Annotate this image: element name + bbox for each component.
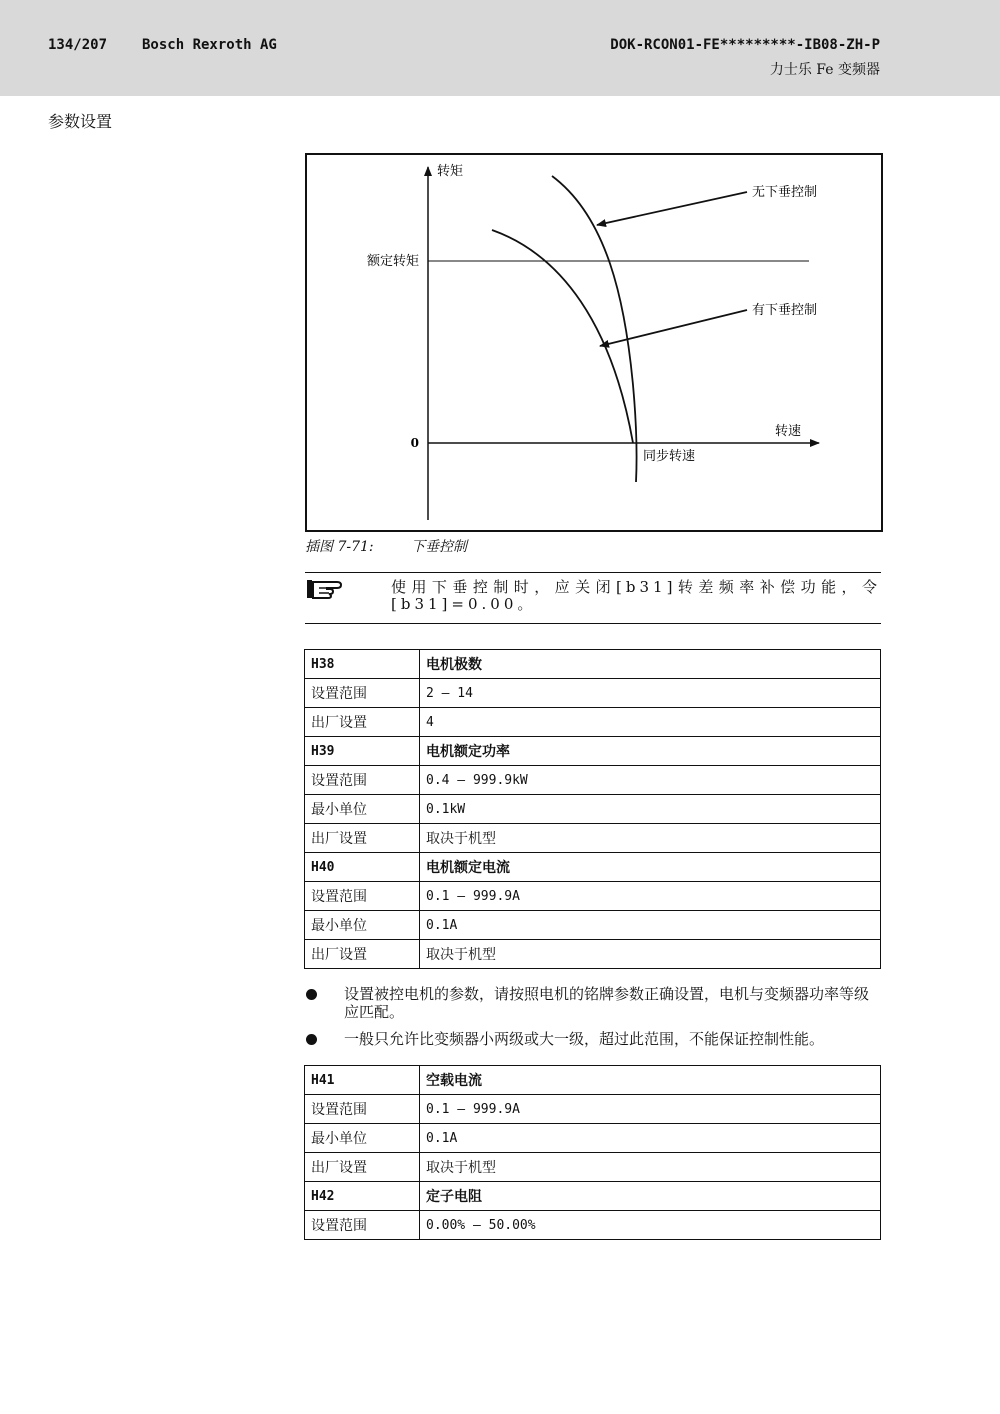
field-label: 最小单位 [305,911,420,940]
parameter-header-row [305,1066,881,1095]
section-title: 参数设置 [48,112,113,131]
parameter-name: 电机额定电流 [420,853,881,882]
parameter-header-row [305,1182,881,1211]
field-value: 0.1A [420,1124,881,1153]
pointing-hand-icon [305,577,345,601]
parameter-name: 定子电阻 [420,1182,881,1211]
arrow-no-droop [597,192,747,225]
product-name: 力士乐 Fe 变频器 [769,62,880,78]
x-axis-label: 转速 [775,424,802,439]
field-label: 出厂设置 [305,824,420,853]
table-row [305,795,881,824]
field-value: 0.1 – 999.9A [420,882,881,911]
bullet-icon [306,989,317,1000]
company-name: Bosch Rexroth AG [142,37,277,53]
bullet-list [304,985,881,1057]
table-row [305,1124,881,1153]
field-value: 取决于机型 [420,940,881,969]
sync-speed-label: 同步转速 [643,449,696,464]
table-row [305,1153,881,1182]
curve-droop [492,230,633,443]
page-number: 134/207 [48,37,108,53]
parameter-code: H38 [305,650,420,679]
field-label: 设置范围 [305,1095,420,1124]
table-row [305,824,881,853]
table-row [305,882,881,911]
document-id: DOK-RCON01-FE*********-IB08-ZH-P [610,37,880,53]
caption-title: 下垂控制 [411,539,467,555]
table-row [305,708,881,737]
caption-label: 插图 7-71: [305,539,374,555]
droop-control-figure [305,153,883,532]
field-value: 0.4 – 999.9kW [420,766,881,795]
note-text: 使用下垂控制时，应关闭[b31]转差频率补偿功能，令[b31]=0.00。 [391,578,881,613]
droop-label: 有下垂控制 [752,303,818,318]
field-label: 设置范围 [305,679,420,708]
parameter-code: H39 [305,737,420,766]
parameter-name: 空载电流 [420,1066,881,1095]
params-table-h38-h40 [304,649,881,969]
parameter-header-row [305,650,881,679]
table-row [305,679,881,708]
params-table-h41-h42 [304,1065,881,1240]
page-header [0,0,1000,96]
list-item [304,985,881,1021]
field-value: 0.1A [420,911,881,940]
list-item [304,1030,881,1048]
table-row [305,766,881,795]
rated-torque-label: 额定转矩 [366,254,419,269]
field-value: 0.00% – 50.00% [420,1211,881,1240]
field-label: 出厂设置 [305,1153,420,1182]
field-label: 最小单位 [305,795,420,824]
origin-label: 0 [410,436,419,450]
no-droop-label: 无下垂控制 [752,185,818,200]
field-label: 设置范围 [305,1211,420,1240]
field-value: 4 [420,708,881,737]
field-label: 最小单位 [305,1124,420,1153]
bullet-icon [306,1034,317,1045]
field-value: 2 – 14 [420,679,881,708]
field-value: 0.1kW [420,795,881,824]
bullet-text: 一般只允许比变频器小两级或大一级，超过此范围，不能保证控制性能。 [344,1030,825,1048]
table-row [305,911,881,940]
note-box [305,572,881,624]
figure-caption [305,536,467,556]
parameter-name: 电机额定功率 [420,737,881,766]
field-label: 出厂设置 [305,708,420,737]
parameter-code: H40 [305,853,420,882]
y-axis-label: 转矩 [437,164,464,179]
droop-control-diagram [307,155,881,530]
parameter-name: 电机极数 [420,650,881,679]
field-value: 取决于机型 [420,824,881,853]
bullet-text: 设置被控电机的参数，请按照电机的铭牌参数正确设置，电机与变频器功率等级应匹配。 [344,985,870,1021]
field-label: 设置范围 [305,766,420,795]
parameter-code: H42 [305,1182,420,1211]
field-value: 0.1 – 999.9A [420,1095,881,1124]
parameter-header-row [305,853,881,882]
field-value: 取决于机型 [420,1153,881,1182]
field-label: 出厂设置 [305,940,420,969]
arrow-droop [600,310,747,346]
table-row [305,940,881,969]
parameter-header-row [305,737,881,766]
field-label: 设置范围 [305,882,420,911]
table-row [305,1211,881,1240]
table-row [305,1095,881,1124]
parameter-code: H41 [305,1066,420,1095]
curve-no-droop [552,176,637,482]
